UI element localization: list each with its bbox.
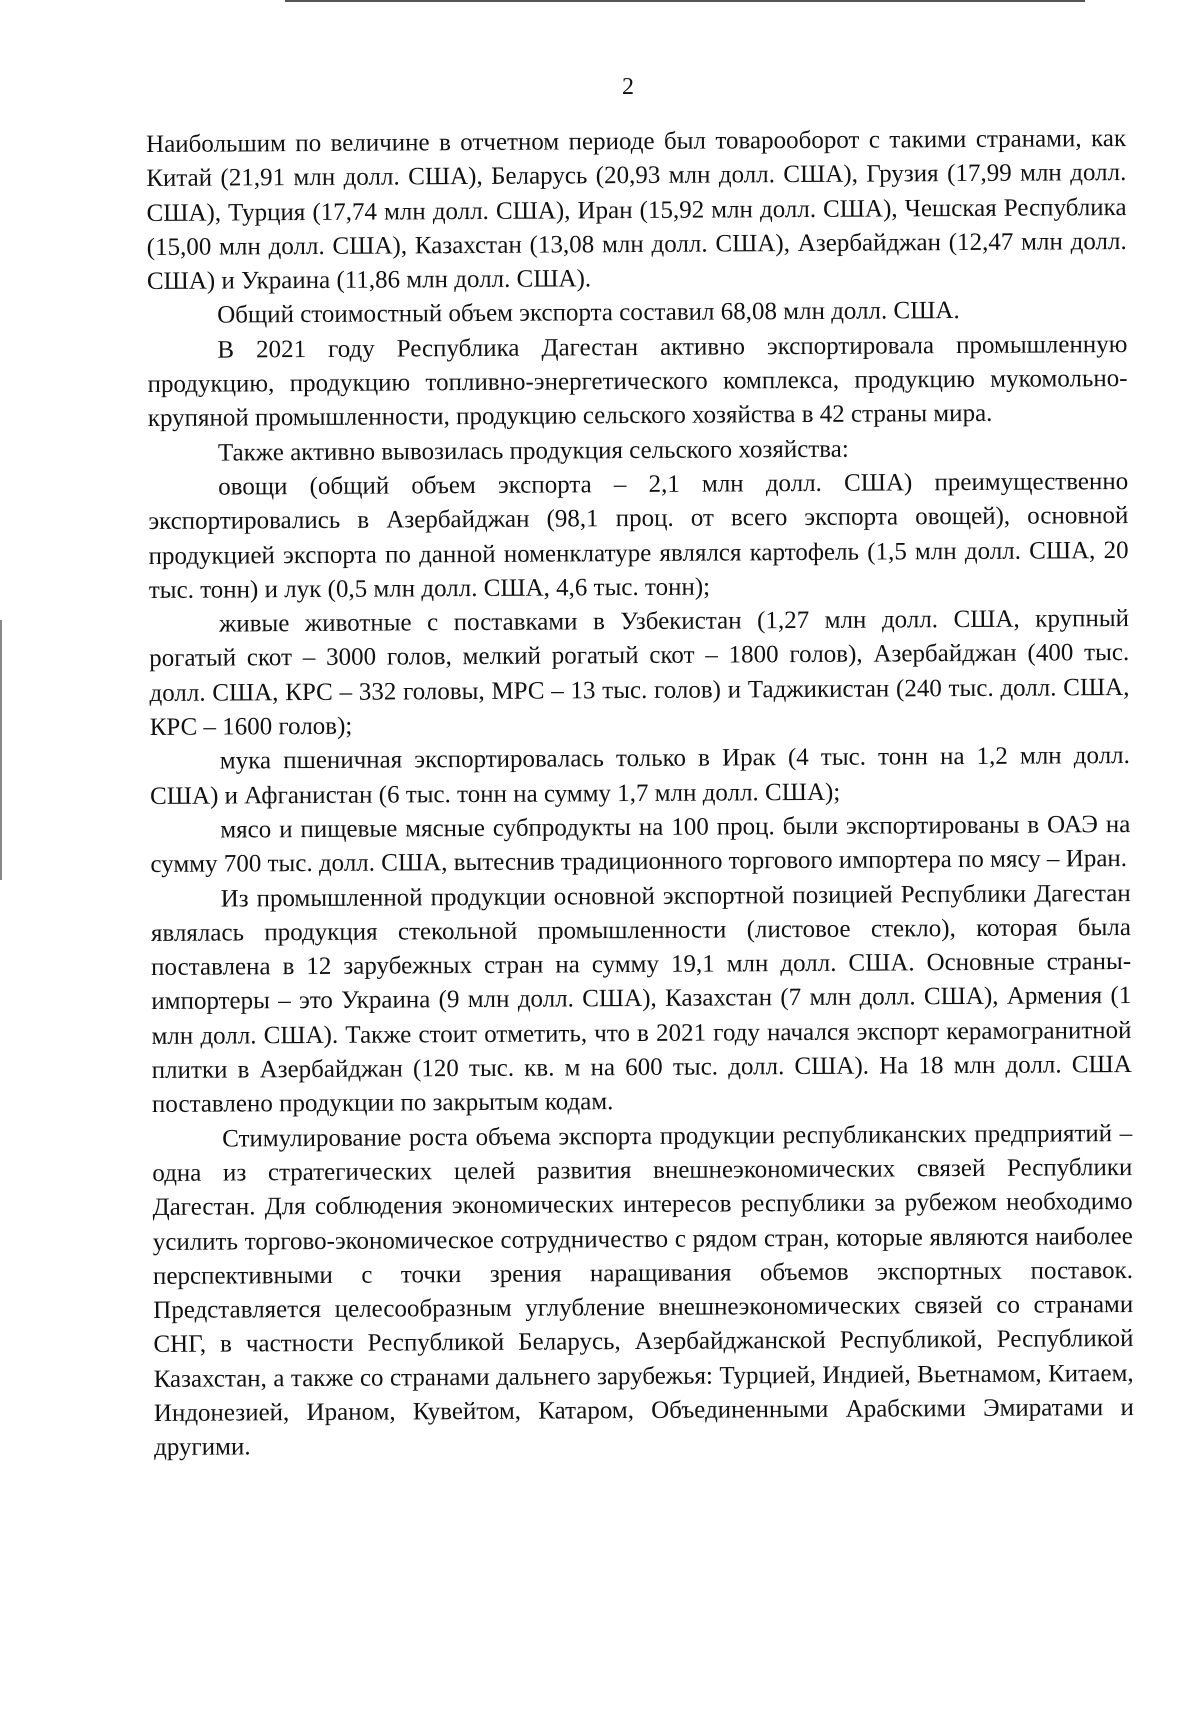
paragraph-agriculture-intro: Также активно вывозилась продукция сельского хозяйства: xyxy=(217,435,849,467)
paragraph-meat: мясо и пищевые мясные субпродукты на 100 проц. были экспортированы в ОАЭ на сумму 700 тыс. долл. США, вытеснив традиционного торгового импортера по мясу – Иран. xyxy=(150,810,1131,879)
paragraph-flour: мука пшеничная экспортировалась только в Ирак (4 тыс. тонн на 1,2 млн долл. США) и Афганистан (6 тыс. тонн на сумму 1,7 млн долл. США); xyxy=(149,742,1130,810)
paragraph-industrial-products: Из промышленной продукции основной экспортной позицией Республики Дагестан являлась продукция стекольной промышленности (листовое стекло), которая была поставлена в 12 зарубежных стран на сумму 19,1 млн долл. США. Основные страны-импортеры – это Украина (9 млн долл. США), Казахстан (7 млн долл. США), Армения (1 млн долл. США). Также стоит отметить, что в 2021 году начался экспорт керамогранитной плитки в Азербайджан (120 тыс. кв. м на 600 тыс. долл. США). На 18 млн долл. США поставлено продукции по закрытым кодам. xyxy=(150,879,1132,1119)
page-number: 2 xyxy=(622,74,634,100)
paragraph-livestock: живые животные с поставками в Узбекистан (1,27 млн долл. США, крупный рогатый скот – 3000 голов, мелкий рогатый скот – 1800 голов), Азербайджан (400 тыс. долл. США, КРС – 332 головы, МРС – 13 тыс. голов) и Таджикистан (240 тыс. долл. США, КРС – 1600 голов); xyxy=(149,605,1130,742)
document-body xyxy=(146,122,1134,1466)
paragraph-vegetables: овощи (общий объем экспорта – 2,1 млн долл. США) преимущественно экспортировались в Азербайджан (98,1 проц. от всего экспорта овощей), основной продукцией экспорта по данной номенклатуре являлся картофель (1,5 млн долл. США, 20 тыс. тонн) и лук (0,5 млн долл. США, 4,6 тыс. тонн); xyxy=(148,467,1129,604)
paragraph-export-strategy: Стимулирование роста объема экспорта продукции республиканских предприятий – одна из стратегических целей развития внешнеэкономических связей Республики Дагестан. Для соблюдения экономических интересов республики за рубежом необходимо усилить торгово-экономическое сотрудничество с рядом стран, которые являются наиболее перспективными с точки зрения наращивания объемов экспортных поставок. Представляется целесообразным углубление внешнеэкономических связей со странами СНГ, в частности Республикой Беларусь, Азербайджанской Республикой, Республикой Казахстан, а также со странами дальнего зарубежья: Турцией, Индией, Вьетнамом, Китаем, Индонезией, Ираном, Кувейтом, Катаром, Объединенными Арабскими Эмиратами и другими. xyxy=(152,1119,1134,1462)
scan-edge-mark xyxy=(0,620,2,880)
paragraph-export-total: Общий стоимостный объем экспорта составил 68,08 млн долл. США. xyxy=(217,297,960,330)
scan-edge-line xyxy=(285,0,1085,2)
paragraph-trade-turnover: Наибольшим по величине в отчетном периоде был товарооборот с такими странами, как Китай (21,91 млн долл. США), Беларусь (20,93 млн долл. США), Грузия (17,99 млн долл. США), Турция (17,74 млн долл. США), Иран (15,92 млн долл. США), Чешская Республика (15,00 млн долл. США), Казахстан (13,08 млн долл. США), Азербайджан (12,47 млн долл. США) и Украина (11,86 млн долл. США). xyxy=(146,125,1127,296)
paragraph-export-2021: В 2021 году Республика Дагестан активно экспортировала промышленную продукцию, продукцию топливно-энергетического комплекса, продукцию мукомольно-крупяной промышленности, продукцию сельского хозяйства в 42 страны мира. xyxy=(147,330,1128,433)
